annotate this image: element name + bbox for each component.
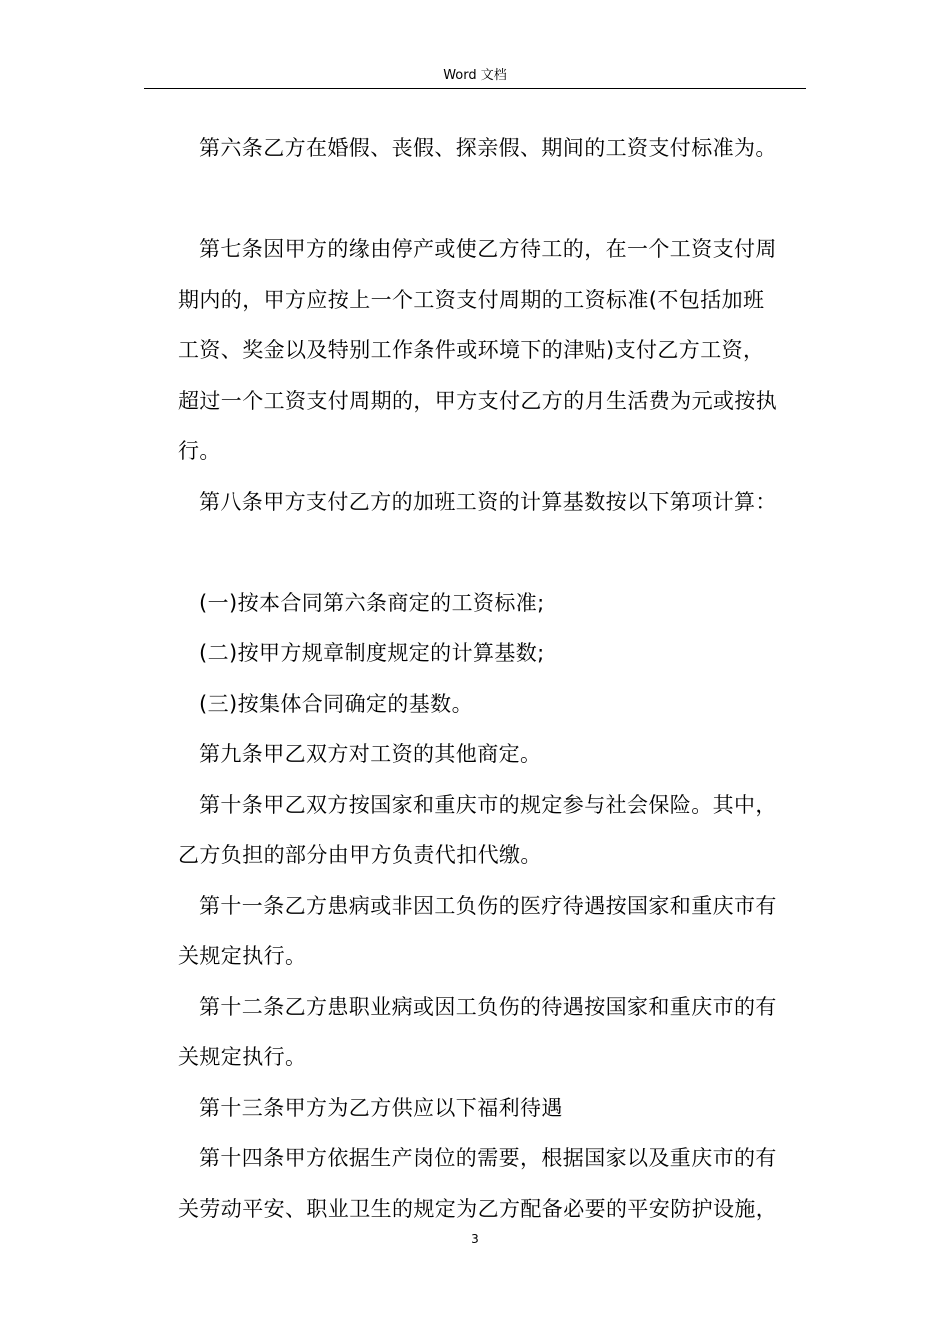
- text-line: 第十四条甲方依据生产岗位的需要，根据国家以及重庆市的有: [199, 1146, 777, 1170]
- text-line: 第十二条乙方患职业病或因工负伤的待遇按国家和重庆市的有: [199, 994, 777, 1019]
- document-body: [178, 123, 808, 1234]
- paragraph-article-7: [178, 224, 808, 275]
- text-line: 关规定执行。: [178, 944, 307, 968]
- text-line: 第六条乙方在婚假、丧假、探亲假、期间的工资支付标准为。: [199, 136, 777, 160]
- text-line: 第八条甲方支付乙方的加班工资的计算基数按以下第项计算：: [199, 489, 777, 514]
- paragraph-article-9: [178, 729, 808, 780]
- list-item-3: [178, 679, 808, 730]
- list-item-1: [178, 578, 808, 629]
- paragraph-article-14-continued: [178, 1184, 808, 1235]
- text-line: (三)按集体合同确定的基数。: [199, 691, 473, 716]
- page-header: Word 文档: [443, 68, 507, 83]
- text-line: 关劳动平安、职业卫生的规定为乙方配备必要的平安防护设施，: [178, 1196, 778, 1221]
- text-line: 第十一条乙方患病或非因工负伤的医疗待遇按国家和重庆市有: [199, 893, 777, 918]
- paragraph-article-14: [178, 1133, 808, 1184]
- blank-line: [178, 174, 808, 225]
- text-line: 工资、奖金以及特别工作条件或环境下的津贴)支付乙方工资，: [178, 338, 765, 362]
- paragraph-article-11-continued: [178, 931, 808, 982]
- blank-line: [178, 527, 808, 578]
- paragraph-article-13: [178, 1083, 808, 1134]
- text-line: (一)按本合同第六条商定的工资标准;: [199, 590, 545, 615]
- page-number: 3: [471, 1232, 479, 1246]
- paragraph-article-12-continued: [178, 1032, 808, 1083]
- text-line: (二)按甲方规章制度规定的计算基数;: [199, 641, 545, 665]
- list-item-2: [178, 628, 808, 679]
- text-line: 关规定执行。: [178, 1045, 307, 1069]
- paragraph-article-6: [178, 123, 808, 174]
- text-line: 第七条因甲方的缘由停产或使乙方待工的，在一个工资支付周: [199, 237, 777, 261]
- paragraph-article-12: [178, 982, 808, 1033]
- paragraph-article-10-continued: [178, 830, 808, 881]
- text-line: 期内的，甲方应按上一个工资支付周期的工资标准(不包括加班: [178, 287, 765, 312]
- text-line: 第十三条甲方为乙方供应以下福利待遇: [199, 1095, 563, 1120]
- paragraph-article-11: [178, 881, 808, 932]
- paragraph-article-7-continued: [178, 275, 808, 477]
- text-line: 超过一个工资支付周期的，甲方支付乙方的月生活费为元或按执: [178, 388, 778, 413]
- text-line: 行。: [178, 439, 221, 463]
- paragraph-article-8: [178, 477, 808, 528]
- header-divider: [144, 88, 806, 89]
- text-line: 乙方负担的部分由甲方负责代扣代缴。: [178, 843, 542, 867]
- text-line: 第九条甲乙双方对工资的其他商定。: [199, 742, 542, 766]
- paragraph-article-10: [178, 780, 808, 831]
- text-line: 第十条甲乙双方按国家和重庆市的规定参与社会保险。其中，: [199, 792, 777, 817]
